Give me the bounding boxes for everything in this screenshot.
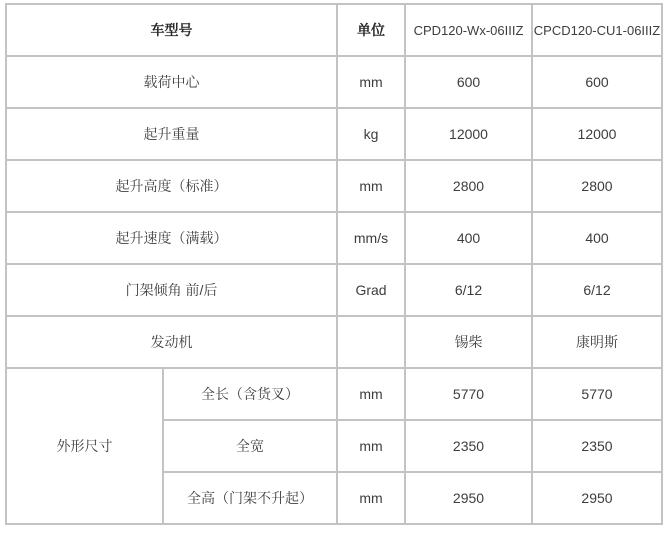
- unit-cell: mm: [337, 368, 405, 420]
- forklift-spec-table: [5, 3, 663, 525]
- value-cell-model-b: 12000: [532, 108, 662, 160]
- value-cell-model-b: 2950: [532, 472, 662, 524]
- value-cell-model-a: 400: [405, 212, 532, 264]
- value-cell-model-b: 6/12: [532, 264, 662, 316]
- unit-cell: mm: [337, 56, 405, 108]
- header-unit-label: 单位: [337, 4, 405, 56]
- unit-cell: mm: [337, 420, 405, 472]
- spec-row-mast-tilt: [6, 264, 662, 316]
- row-label-cell: 起升速度（满载）: [6, 212, 337, 264]
- row-label-cell: 起升重量: [6, 108, 337, 160]
- row-label-cell: 起升高度（标准）: [6, 160, 337, 212]
- value-cell-model-a: 2350: [405, 420, 532, 472]
- row-label-cell: 全高（门架不升起）: [163, 472, 337, 524]
- unit-cell: mm: [337, 472, 405, 524]
- unit-cell: Grad: [337, 264, 405, 316]
- value-cell-model-b: 600: [532, 56, 662, 108]
- row-label-cell: 发动机: [6, 316, 337, 368]
- value-cell-model-a: 锡柴: [405, 316, 532, 368]
- value-cell-model-b: 5770: [532, 368, 662, 420]
- header-model-a: CPD120-Wx-06IIIZ: [405, 4, 532, 56]
- header-model-b: CPCD120-CU1-06IIIZ: [532, 4, 662, 56]
- spec-row-engine: [6, 316, 662, 368]
- value-cell-model-a: 12000: [405, 108, 532, 160]
- header-model-label: 车型号: [6, 4, 337, 56]
- row-label-cell: 全宽: [163, 420, 337, 472]
- value-cell-model-a: 600: [405, 56, 532, 108]
- table-header-row: [6, 4, 662, 56]
- dimension-group-label-cell: 外形尺寸: [6, 368, 163, 524]
- value-cell-model-a: 5770: [405, 368, 532, 420]
- value-cell-model-a: 2800: [405, 160, 532, 212]
- value-cell-model-b: 康明斯: [532, 316, 662, 368]
- value-cell-model-a: 6/12: [405, 264, 532, 316]
- unit-cell: kg: [337, 108, 405, 160]
- row-label-cell: 载荷中心: [6, 56, 337, 108]
- value-cell-model-b: 400: [532, 212, 662, 264]
- spec-row-lift-speed: [6, 212, 662, 264]
- spec-row-lift-capacity: [6, 108, 662, 160]
- value-cell-model-b: 2800: [532, 160, 662, 212]
- row-label-cell: 全长（含货叉）: [163, 368, 337, 420]
- spec-row-lift-height: [6, 160, 662, 212]
- unit-cell: [337, 316, 405, 368]
- spec-row-overall-length: [6, 368, 662, 420]
- value-cell-model-b: 2350: [532, 420, 662, 472]
- unit-cell: mm: [337, 160, 405, 212]
- value-cell-model-a: 2950: [405, 472, 532, 524]
- spec-row-load-center: [6, 56, 662, 108]
- row-label-cell: 门架倾角 前/后: [6, 264, 337, 316]
- unit-cell: mm/s: [337, 212, 405, 264]
